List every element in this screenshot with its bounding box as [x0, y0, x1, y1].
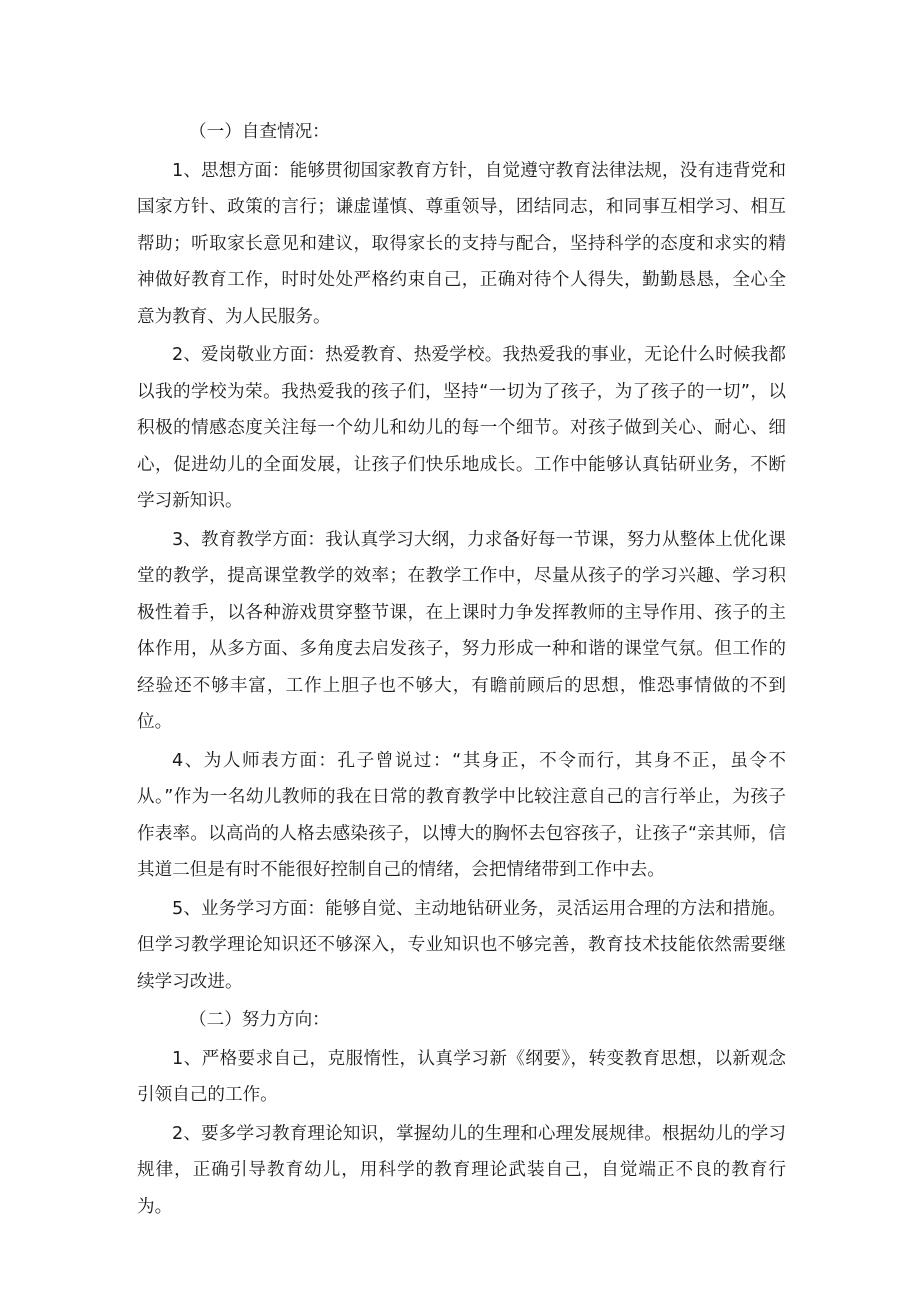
paragraph-role-model: 4、为人师表方面：孔子曾说过：“其身正，不令而行，其身不正，虽令不从。”作为一名幼儿教师的我在日常的教育教学中比较注意自己的言行举止，为孩子作表率。以高尚的人格去感染孩子，以博大的胸怀去包容孩子，让孩子“亲其师，信其道二但是有时不能很好控制自己的情绪，会把情绪带到工作中去。 [137, 750, 786, 880]
paragraph-direction-2: 2、要多学习教育理论知识，掌握幼儿的生理和心理发展规律。根据幼儿的学习规律，正确引导教育幼儿，用科学的教育理论武装自己，自觉端正不良的教育行为。 [137, 1123, 786, 1217]
paragraph-direction-1: 1、严格要求自己，克服惰性，认真学习新《纲要》，转变教育思想，以新观念引领自己的工作。 [137, 1048, 786, 1105]
section-heading-self-check: （一）自查情况： [189, 122, 330, 142]
section-heading-direction: （二）努力方向： [189, 1010, 330, 1030]
paragraph-ideology: 1、思想方面：能够贯彻国家教育方针，自觉遵守教育法律法规，没有违背党和国家方针、政策的言行；谦虚谨慎、尊重领导，团结同志，和同事互相学习、相互帮助；听取家长意见和建议，取得家长的支持与配合，坚持科学的态度和求实的精神做好教育工作，时时处处严格约束自己，正确对待个人得失，勤勤恳恳，全心全意为教育、为人民服务。 [137, 160, 786, 327]
paragraph-teaching: 3、教育教学方面：我认真学习大纲，力求备好每一节课，努力从整体上优化课堂的教学，提高课堂教学的效率；在教学工作中，尽量从孩子的学习兴趣、学习积极性着手，以各种游戏贯穿整节课，在上课时力争发挥教师的主导作用、孩子的主体作用，从多方面、多角度去启发孩子，努力形成一种和谐的课堂气氛。但工作的经验还不够丰富，工作上胆子也不够大，有瞻前顾后的思想，惟恐事情做的不到位。 [137, 529, 786, 732]
paragraph-dedication: 2、爱岗敬业方面：热爱教育、热爱学校。我热爱我的事业，无论什么时候我都以我的学校为荣。我热爱我的孩子们，坚持“一切为了孩子，为了孩子的一切”，以积极的情感态度关注每一个幼儿和幼儿的每一个细节。对孩子做到关心、耐心、细心，促进幼儿的全面发展，让孩子们快乐地成长。工作中能够认真钻研业务，不断学习新知识。 [137, 345, 786, 511]
paragraph-study: 5、业务学习方面：能够自觉、主动地钻研业务，灵活运用合理的方法和措施。但学习教学理论知识还不够深入，专业知识也不够完善，教育技术技能依然需要继续学习改进。 [137, 898, 786, 992]
